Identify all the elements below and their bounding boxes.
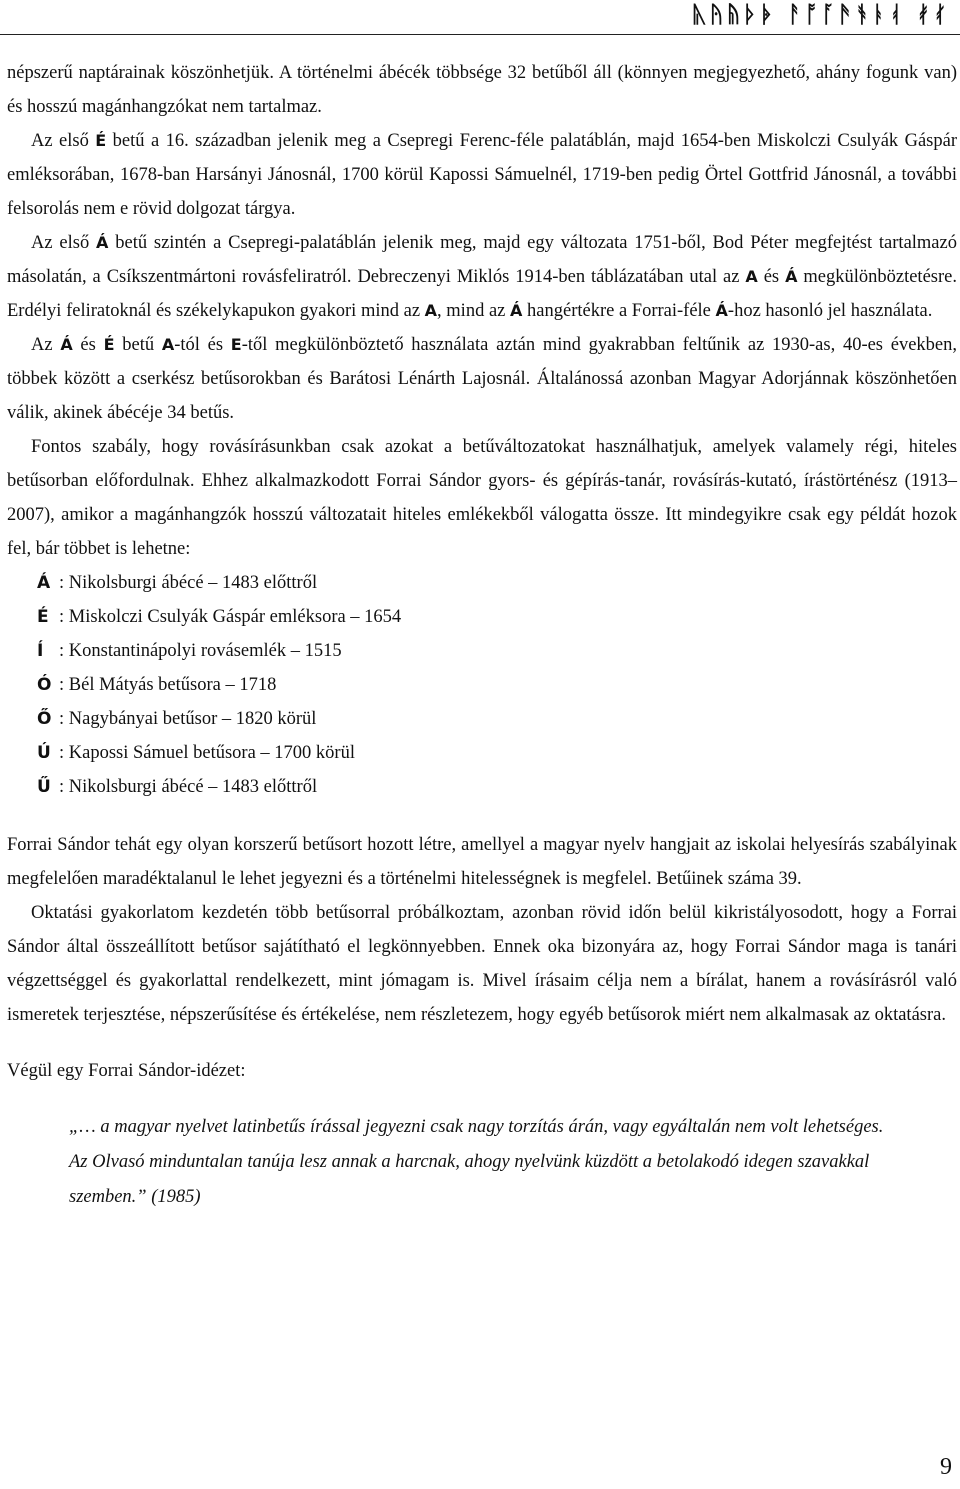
paragraph-6: Forrai Sándor tehát egy olyan korszerű betűsort hozott létre, amellyel a magyar nyelv hangjait az iskolai helyesírás szabályinak megfelelően maradéktalanul le lehet jegyezni és a történelmi hitelességnek is megfelel. Betűinek száma 39. bbox=[7, 835, 957, 889]
paragraph-5: Fontos szabály, hogy rovásírásunkban csak azokat a betűváltozatokat használhatjuk, amelyek valamely régi, hiteles betűsorban előfordulnak. Ehhez alkalmazkodott Forrai Sándor gyors- és gépírás-tanár, rovásírás-kutató, írástörténész (1913–2007), amikor a magánhangzók hosszú változatait hiteles emlékekből válogatta össze. Itt mindegyikre csak egy példát hozok fel, bár többet is lehetne: bbox=[7, 437, 957, 559]
list-item: Í : Konstantinápolyi rovásemlék – 1515 bbox=[7, 634, 957, 668]
rune-glyph: A bbox=[424, 301, 438, 320]
vowel-glyph: Ő bbox=[37, 709, 52, 729]
page-body bbox=[7, 56, 957, 1215]
forrai-quote: „… a magyar nyelvet latinbetűs írással jegyezni csak nagy torzítás árán, vagy egyáltalán nem volt lehetséges. Az Olvasó minduntalan tanúja lesz annak a harcnak, ahogy nyelvünk küzdött a betolakodó idegen szavakkal szemben.” (1985) bbox=[69, 1117, 884, 1207]
paragraph-8: Végül egy Forrai Sándor-idézet: bbox=[7, 1061, 246, 1081]
rune-glyph: É bbox=[103, 335, 115, 354]
rune-glyph: Á bbox=[96, 233, 109, 252]
paragraph-3: Az első Á betű szintén a Csepregi-palatáblán jelenik meg, majd egy változata 1751-ből, Bod Péter megfejtést tartalmazó másolatán, a Csíkszentmártoni rovásfeliratról. Debreczenyi Miklós 1914-ben táblázatában utal az A és Á megkülönböztetésre. Erdélyi feliratoknál és székelykapukon gyakori mind az A, mind az Á hangértékre a Forrai-féle Á-hoz hasonló jel használata. bbox=[7, 233, 957, 321]
long-vowel-list bbox=[7, 566, 957, 804]
paragraph-4: Az Á és É betű A-tól és E-től megkülönböztető használata aztán mind gyakrabban feltűnik az 1930-as, 40-es években, többek között a cserkész betűsorokban és Barátosi Lénárth Lajosnál. Általánossá azonban Magyar Adorjánnak köszönhetően válik, akinek ábécéje 34 betűs. bbox=[7, 335, 957, 423]
rune-glyph: A bbox=[161, 335, 175, 354]
rune-glyph: E bbox=[230, 335, 242, 354]
running-header: ᚣᚤᚥᚦᚧ ᚨᚩᚪᚫᚬᚭᚮ ᚯᚰ bbox=[692, 2, 950, 28]
list-item: Á : Nikolsburgi ábécé – 1483 előttről bbox=[7, 566, 957, 600]
list-item: É : Miskolczi Csulyák Gáspár emléksora – 1654 bbox=[7, 600, 957, 634]
vowel-glyph: Í bbox=[37, 641, 44, 661]
page-number: 9 bbox=[940, 1454, 952, 1480]
paragraph-1: népszerű naptárainak köszönhetjük. A történelmi ábécék többsége 32 betűből áll (könnyen megjegyezhető, ahány fogunk van) és hosszú magánhangzókat nem tartalmaz. bbox=[7, 63, 957, 117]
rune-glyph: Á bbox=[715, 301, 728, 320]
rune-glyph: A bbox=[745, 267, 758, 286]
list-item: Ő : Nagybányai betűsor – 1820 körül bbox=[7, 702, 957, 736]
list-item: Ó : Bél Mátyás betűsora – 1718 bbox=[7, 668, 957, 702]
list-item: Ú : Kapossi Sámuel betűsora – 1700 körül bbox=[7, 736, 957, 770]
vowel-glyph: Á bbox=[37, 573, 51, 593]
vowel-glyph: É bbox=[37, 607, 49, 627]
vowel-glyph: Ú bbox=[37, 743, 51, 763]
list-item: Ű : Nikolsburgi ábécé – 1483 előttről bbox=[7, 770, 957, 804]
rune-glyph: É bbox=[95, 131, 107, 150]
paragraph-2: Az első É betű a 16. században jelenik meg a Csepregi Ferenc-féle palatáblán, majd 1654-ben Miskolczi Csulyák Gáspár emléksorában, 1678-ban Harsányi Jánosnál, 1700 körül Kapossi Sámuelnél, 1719-ben pedig Örtel Gottfrid Jánosnál, a további felsorolás nem e rövid dolgozat tárgya. bbox=[7, 131, 957, 219]
rune-glyph: Á bbox=[510, 301, 523, 320]
rune-glyph: Á bbox=[60, 335, 73, 354]
vowel-glyph: Ó bbox=[37, 675, 52, 695]
rune-glyph: Á bbox=[785, 267, 798, 286]
paragraph-7: Oktatási gyakorlatom kezdetén több betűsorral próbálkoztam, azonban rövid időn belül kikristályosodott, hogy a Forrai Sándor által összeállított betűsor sajátítható el legkönnyebben. Ennek oka bizonyára az, hogy Forrai Sándor maga is tanári végzettséggel és gyakorlattal rendelkezett, mint jómagam is. Mivel írásaim célja nem a bírálat, hanem a rovásírásról való ismeretek terjesztése, népszerűsítése és értékelése, nem részletezem, hogy egyéb betűsorok miért nem alkalmasak az oktatásra. bbox=[7, 903, 957, 1025]
vowel-glyph: Ű bbox=[37, 777, 51, 797]
header-rule bbox=[0, 34, 960, 35]
